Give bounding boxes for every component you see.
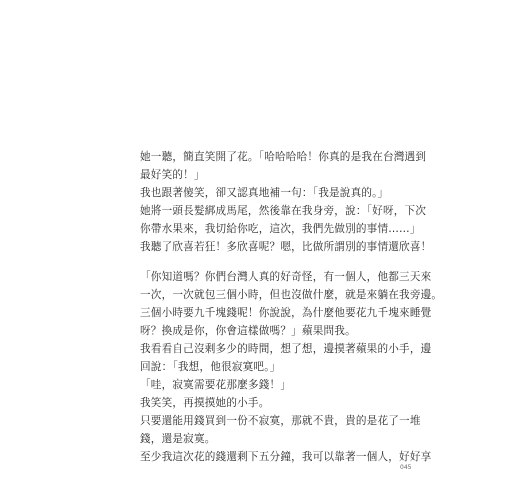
- text-line: 你帶水果來，我切給你吃，這次，我們先做別的事情……」: [140, 223, 421, 235]
- text-line: 一次，一次就包三個小時，但也沒做什麼，就是來躺在我旁邊。: [140, 289, 443, 301]
- text-line: 錢，還是寂寞。: [140, 433, 216, 445]
- text-line: 至少我這次花的錢還剩下五分鐘，我可以靠著一個人，好好享: [140, 451, 432, 463]
- text-line: 她一聽，簡直笑開了花。「哈哈哈哈！你真的是我在台灣遇到: [140, 151, 427, 163]
- text-line: 三個小時要九千塊錢呢！你說說，為什麼他要花九千塊來睡覺: [140, 307, 432, 319]
- text-line: 只要還能用錢買到一份不寂寞，那就不貴，貴的是花了一堆: [140, 415, 421, 427]
- text-line: 我笑笑，再摸摸她的小手。: [140, 397, 270, 409]
- text-line: 「哇，寂寞需要花那麼多錢！」: [140, 379, 292, 391]
- text-line: 回說：「我想，他很寂寞吧。」: [140, 361, 281, 373]
- text-line: 最好笑的！」: [140, 169, 205, 181]
- text-line: 我聽了欣喜若狂！多欣喜呢？嗯，比做所謂別的事情還欣喜！: [140, 241, 432, 253]
- text-line: 她將一頭長髮綁成馬尾，然後靠在我身旁，說：「好呀，下次: [140, 205, 427, 217]
- text-line: 呀？換成是你，你會這樣做嗎？」蘋果問我。: [140, 325, 356, 337]
- text-line: 「你知道嗎？你們台灣人真的好奇怪，有一個人，他都三天來: [140, 271, 432, 283]
- page-number: 045: [400, 464, 412, 471]
- text-line: 我也跟著傻笑，卻又認真地補一句：「我是說真的。」: [140, 187, 389, 199]
- text-line: 我看看自己沒剩多少的時間，想了想，邊摸著蘋果的小手，邊: [140, 343, 432, 355]
